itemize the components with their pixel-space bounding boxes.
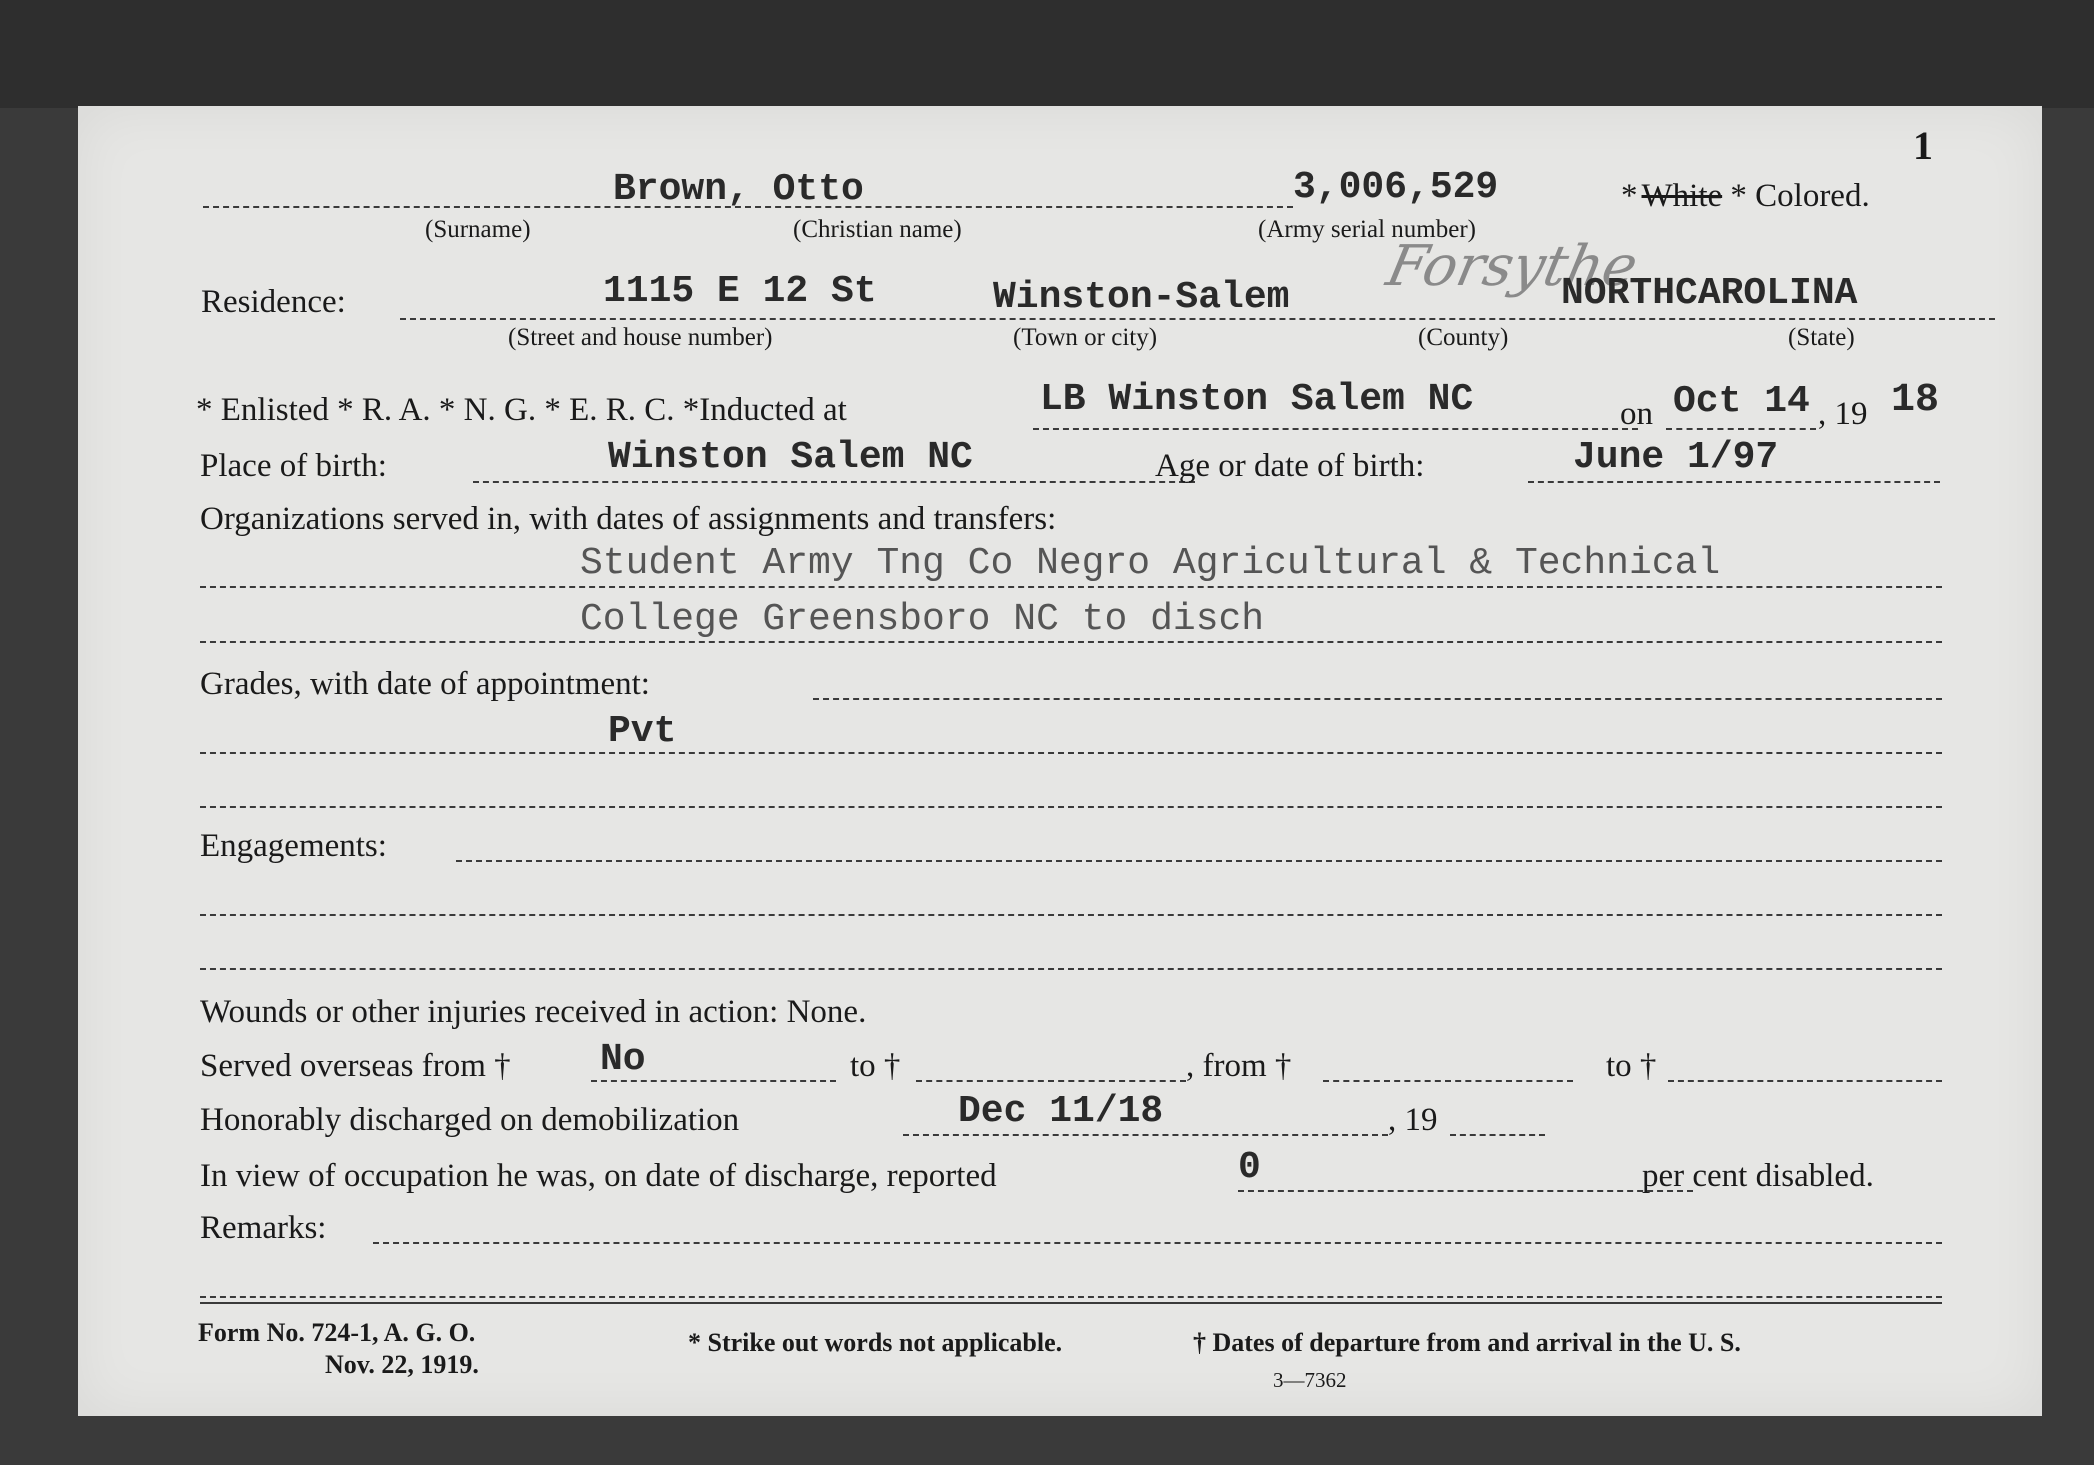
organizations-line-1 bbox=[200, 586, 1942, 588]
residence-state-value: NORTHCAROLINA bbox=[1561, 272, 1858, 315]
overseas-from-value: No bbox=[600, 1038, 646, 1081]
overseas-to-label: to † bbox=[850, 1048, 901, 1084]
birth-place-label: Place of birth: bbox=[200, 448, 387, 484]
wounds-label-text: Wounds or other injuries received in action: bbox=[200, 994, 779, 1030]
print-code: 3—7362 bbox=[1273, 1368, 1347, 1392]
birth-place-value: Winston Salem NC bbox=[608, 436, 973, 479]
disability-line bbox=[1238, 1190, 1693, 1192]
dates-note: † Dates of departure from and arrival in the U. S. bbox=[1193, 1328, 1741, 1357]
race-white-struck: White bbox=[1641, 178, 1723, 214]
discharge-date-value: Dec 11/18 bbox=[958, 1090, 1164, 1133]
engagements-line-3 bbox=[200, 968, 1942, 970]
form-date: Nov. 22, 1919. bbox=[325, 1350, 479, 1379]
remarks-line-2 bbox=[200, 1296, 1942, 1298]
birth-date-line bbox=[1528, 481, 1940, 483]
christian-name-caption: (Christian name) bbox=[793, 216, 962, 243]
colored-asterisk: * bbox=[1730, 178, 1747, 214]
induction-year-suffix: 18 bbox=[1891, 378, 1940, 423]
discharge-year-prefix: , 19 bbox=[1388, 1102, 1438, 1138]
card-number: 1 bbox=[1913, 123, 1933, 168]
serial-number-caption: (Army serial number) bbox=[1258, 216, 1476, 243]
service-record-card bbox=[78, 106, 2042, 1416]
induction-on-label: on bbox=[1620, 396, 1653, 432]
county-caption: (County) bbox=[1418, 324, 1509, 351]
scan-top-border bbox=[0, 0, 2094, 108]
grades-label: Grades, with date of appointment: bbox=[200, 666, 650, 702]
engagements-label: Engagements: bbox=[200, 828, 387, 864]
white-asterisk: * bbox=[1621, 178, 1638, 214]
induction-place-line bbox=[1033, 428, 1638, 430]
state-caption: (State) bbox=[1788, 324, 1855, 351]
name-value: Brown, Otto bbox=[613, 168, 864, 211]
discharge-label: Honorably discharged on demobilization bbox=[200, 1102, 740, 1138]
discharge-year-line bbox=[1450, 1134, 1545, 1136]
engagements-line-2 bbox=[200, 914, 1942, 916]
overseas-from2-label: , from † bbox=[1186, 1048, 1292, 1084]
wounds-value: None. bbox=[786, 994, 867, 1030]
grades-line-3 bbox=[200, 806, 1942, 808]
overseas-from2-line bbox=[1323, 1080, 1573, 1082]
overseas-label: Served overseas from † bbox=[200, 1048, 511, 1084]
overseas-to2-line bbox=[1668, 1080, 1942, 1082]
residence-town-value: Winston-Salem bbox=[993, 276, 1290, 319]
grades-line-2 bbox=[200, 752, 1942, 754]
grades-line-1 bbox=[813, 698, 1942, 700]
footer-rule bbox=[200, 1302, 1942, 1304]
birth-date-value: June 1/97 bbox=[1573, 436, 1779, 479]
form-number: Form No. 724-1, A. G. O. bbox=[198, 1318, 476, 1347]
remarks-label: Remarks: bbox=[200, 1210, 327, 1246]
organizations-value-1: Student Army Tng Co Negro Agricultural & Technical bbox=[580, 542, 1721, 585]
surname-caption: (Surname) bbox=[425, 216, 531, 243]
overseas-to-line bbox=[916, 1080, 1186, 1082]
race-colored: Colored. bbox=[1755, 178, 1870, 214]
residence-label: Residence: bbox=[201, 284, 346, 320]
discharge-date-line bbox=[903, 1134, 1388, 1136]
remarks-line-1 bbox=[373, 1242, 1942, 1244]
disability-label: In view of occupation he was, on date of discharge, reported bbox=[200, 1158, 997, 1194]
residence-street-value: 1115 E 12 St bbox=[603, 270, 877, 313]
disability-value: 0 bbox=[1238, 1146, 1261, 1189]
induction-place-value: LB Winston Salem NC bbox=[1040, 378, 1474, 421]
serial-number-value: 3,006,529 bbox=[1293, 166, 1499, 209]
induction-options: * Enlisted * R. A. * N. G. * E. R. C. *Inducted at bbox=[196, 392, 847, 428]
street-caption: (Street and house number) bbox=[508, 324, 773, 351]
birth-date-label: Age or date of birth: bbox=[1155, 448, 1425, 484]
organizations-line-2 bbox=[200, 641, 1942, 643]
wounds-label bbox=[200, 994, 866, 1031]
induction-date-line bbox=[1666, 428, 1816, 430]
engagements-line-1 bbox=[456, 860, 1942, 862]
disability-suffix: per cent disabled. bbox=[1642, 1158, 1874, 1194]
organizations-value-2: College Greensboro NC to disch bbox=[580, 598, 1265, 641]
race-line bbox=[1621, 178, 1870, 215]
town-caption: (Town or city) bbox=[1013, 324, 1158, 351]
residence-county-handwritten: Forsythe bbox=[1381, 234, 1644, 299]
birth-place-line bbox=[473, 481, 1195, 483]
induction-year-prefix: , 19 bbox=[1818, 396, 1868, 432]
organizations-label: Organizations served in, with dates of assignments and transfers: bbox=[200, 501, 1057, 537]
induction-date-value: Oct 14 bbox=[1673, 380, 1810, 423]
strike-out-note: * Strike out words not applicable. bbox=[688, 1328, 1063, 1357]
overseas-to2-label: to † bbox=[1606, 1048, 1657, 1084]
grades-value: Pvt bbox=[608, 710, 677, 753]
